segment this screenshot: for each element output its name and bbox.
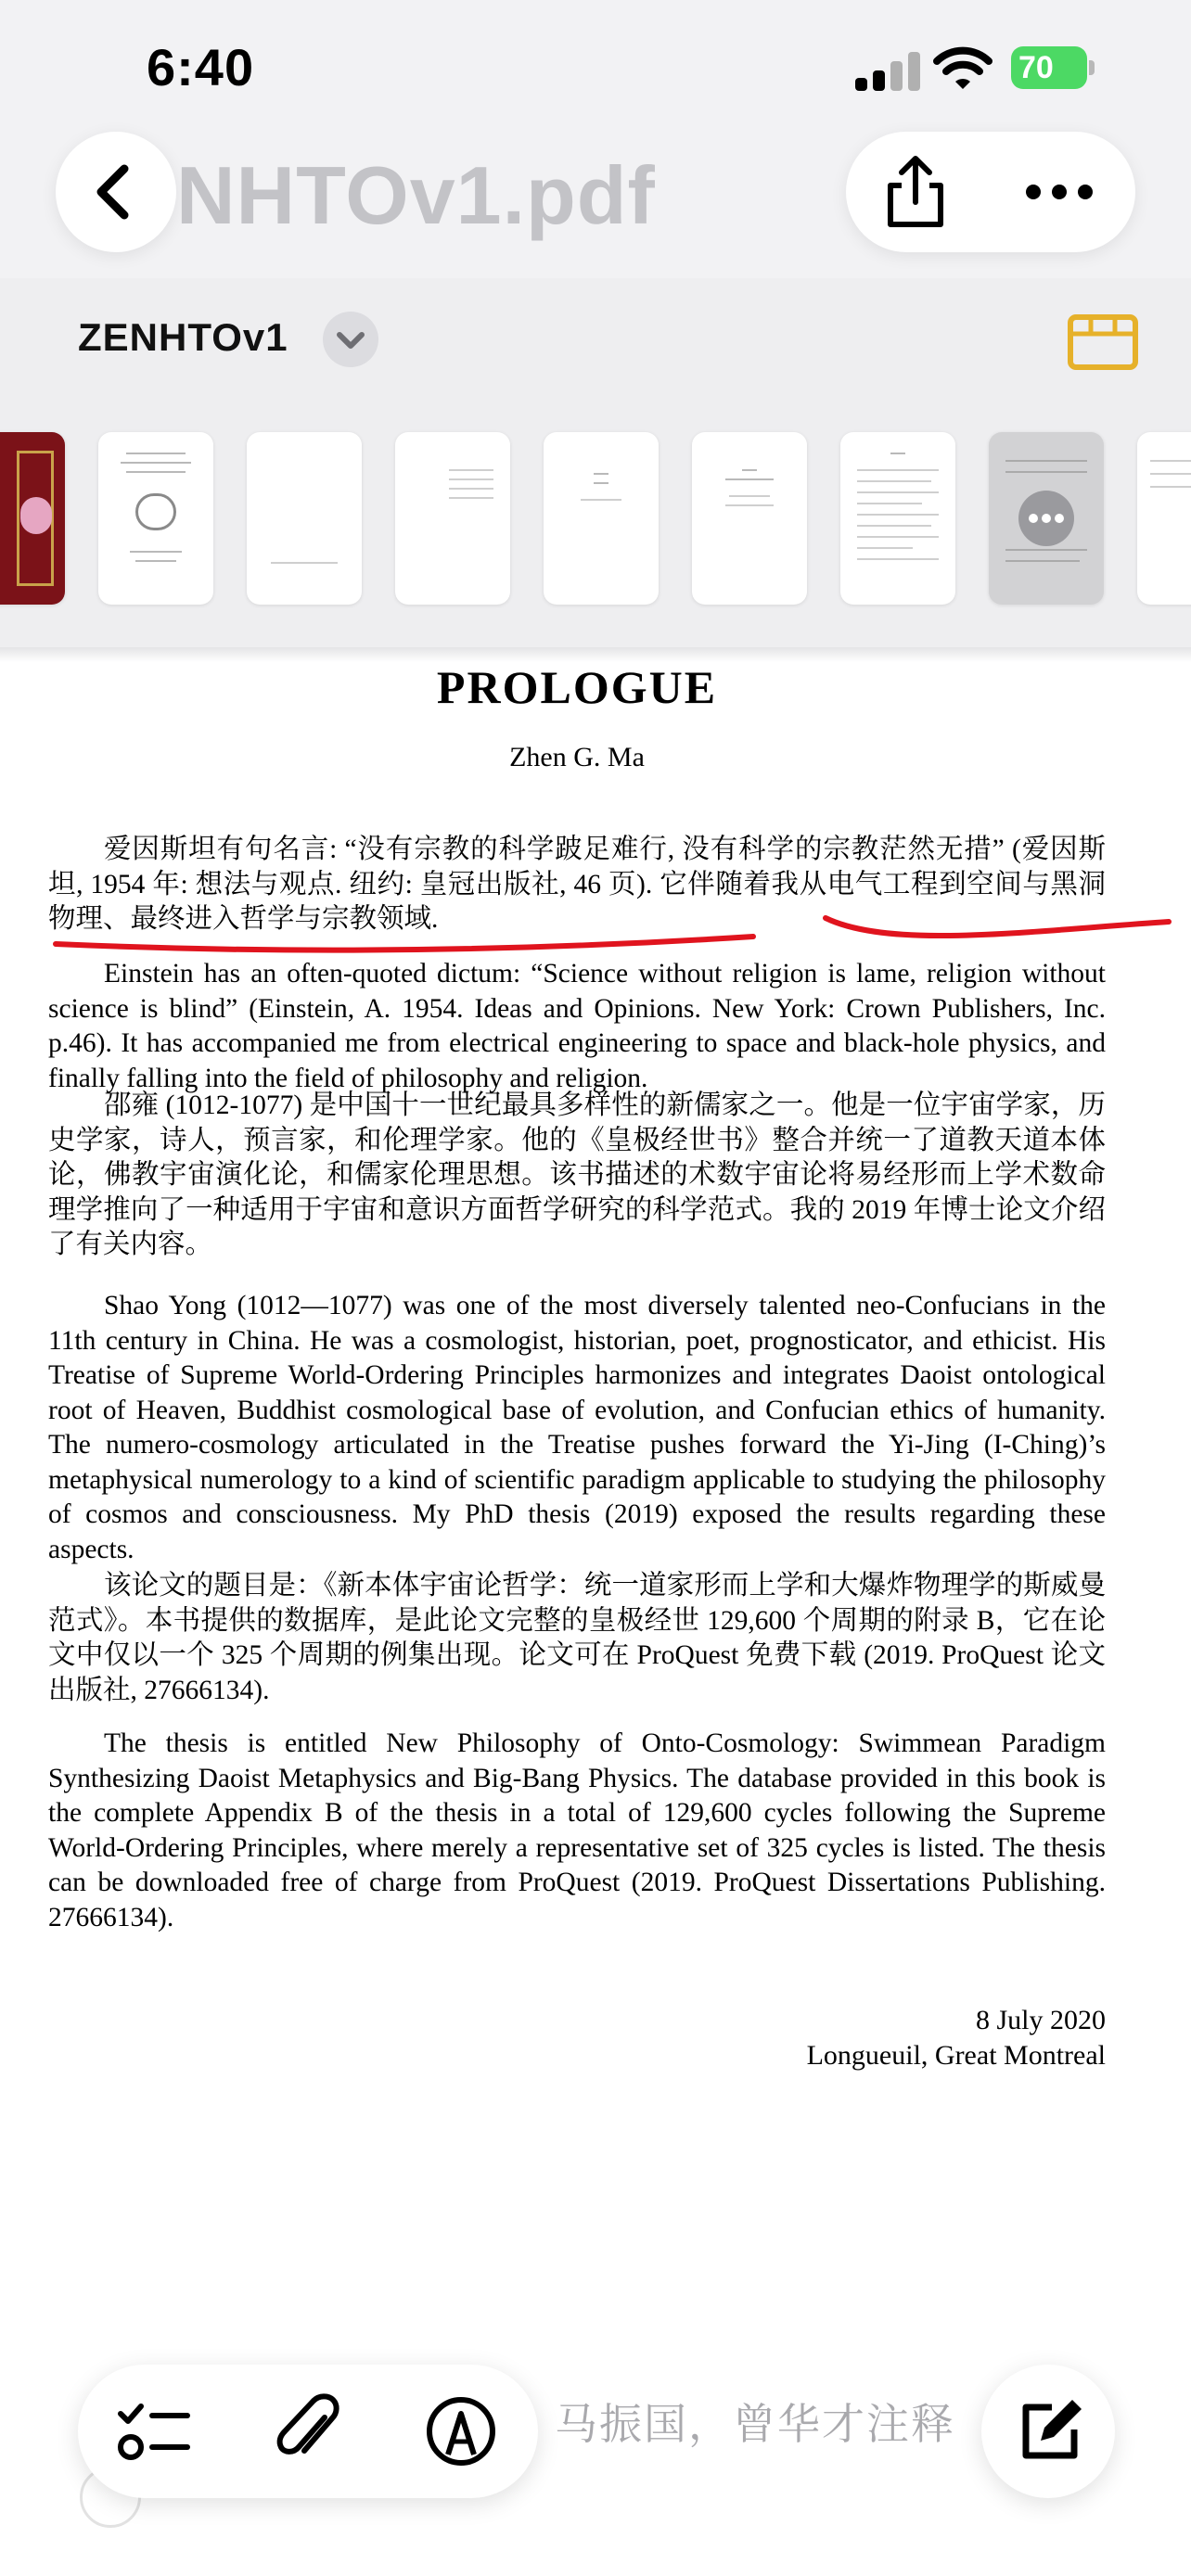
page-heading: PROLOGUE [436, 661, 718, 713]
page-thumbnail[interactable] [395, 432, 510, 605]
page-thumbnail[interactable] [1137, 432, 1191, 605]
page-thumbnail[interactable] [840, 432, 955, 605]
page-thumbnail-current[interactable] [989, 432, 1104, 605]
section-title[interactable]: ZENHTOv1 [78, 315, 288, 359]
chevron-down-icon [323, 312, 378, 367]
chevron-left-icon [56, 132, 176, 252]
page-thumbnail[interactable] [247, 432, 362, 605]
paragraph-chinese: 该论文的题目是：《新本体宇宙论哲学：统一道家形而上学和大爆炸物理学的斯威曼范式》。本书提供的数据库，是此论文完整的皇极经世 129,600 个周期的附录 B，它在论文中仅以一个 325 个周期的例集出现。论文可在 ProQuest 免费下载 (2019. ProQuest 论文出版社, 27666134). [48, 1571, 1106, 1705]
signature-place: Longueuil, Great Montreal [806, 2040, 1106, 2071]
page-grid-icon[interactable] [1067, 313, 1139, 371]
battery-level: 70 [1018, 50, 1054, 85]
paragraph-english: Shao Yong (1012—1077) was one of the most diversely talented neo-Confucians in the 11th century in China. He was a cosmologist, historian, poet, prognosticator, and ethicist. His Treatise of Supreme World-Ordering Principles harmonizes and integrates Daoist ontological root of Heaven, Buddhist cosmological base of evolution, and Confucian ethics of humanity. The numero-cosmology articulated in the Treatise pushes forward the Yi-Jing (I-Ching)’s metaphysical numerology to a kind of scientific paradigm applicable to studying the philosophy of cosmos and consciousness. My PhD thesis (2019) exposed the results regarding these aspects. [48, 1291, 1106, 1564]
page-thumbnail[interactable] [98, 432, 213, 605]
battery-icon [1011, 46, 1095, 89]
bottom-toolbar [78, 2365, 538, 2498]
signature-date: 8 July 2020 [975, 2005, 1106, 2035]
cellular-signal-icon [855, 48, 920, 91]
checklist-icon[interactable] [113, 2390, 197, 2473]
paragraph-chinese: 爱因斯坦有句名言: “没有宗教的科学跛足难行, 没有科学的宗教茫然无措” (爱因斯坦, 1954 年: 想法与观点. 纽约: 皇冠出版社, 46 页). 它伴随着我从电气工程到空间与黑洞物理、最终进入哲学与宗教领域. [48, 835, 1106, 934]
page-thumbnail[interactable] [544, 432, 659, 605]
ellipsis-circle-icon[interactable] [1017, 489, 1076, 548]
page-thumbnail[interactable] [0, 432, 65, 605]
paragraph-chinese: 邵雍 (1012-1077) 是中国十一世纪最具多样性的新儒家之一。他是一位宇宙学家，历史学家，诗人，预言家，和伦理学家。他的《皇极经世书》整合并统一了道教天道本体论，佛教宇宙演化论，和儒家伦理思想。该书描述的术数宇宙论将易经形而上学术数命理学推向了一种适用于宇宙和意识方面哲学研究的科学范式。我的 2019 年博士论文介绍了有关内容。 [48, 1090, 1106, 1259]
more-options-icon[interactable] [1013, 150, 1106, 234]
share-icon[interactable] [874, 150, 957, 234]
pdf-page [0, 660, 1191, 2422]
status-bar [0, 0, 1191, 130]
top-chrome [0, 0, 1191, 278]
paragraph-english: The thesis is entitled New Philosophy of Onto-Cosmology: Swimmean Paradigm Synthesizing Daoist Metaphysics and Big-Bang Physics. The database provided in this book is the complete Appendix B of the thesis in a total of 129,600 cycles following the Supreme World-Ordering Principles, where merely a representative set of 325 cycles is listed. The thesis can be downloaded free of charge from ProQuest (2019. ProQuest Dissertations Publishing. 27666134). [48, 1728, 1106, 1932]
action-pill [846, 132, 1135, 252]
wifi-icon [933, 45, 992, 91]
document-title[interactable]: NHTOv1.pdf [176, 149, 656, 241]
thumbnail-panel [0, 278, 1191, 658]
paperclip-icon[interactable] [267, 2390, 351, 2473]
status-time: 6:40 [147, 38, 255, 96]
thumbnail-strip [0, 432, 1191, 608]
compose-button[interactable] [981, 2365, 1115, 2498]
compose-icon [981, 2365, 1115, 2498]
page-thumbnail[interactable] [692, 432, 807, 605]
markup-pen-icon[interactable] [419, 2390, 503, 2473]
author-name: Zhen G. Ma [509, 742, 645, 772]
note-caption: 马振国，曾华才注释 [555, 2400, 955, 2448]
paragraph-english: Einstein has an often-quoted dictum: “Science without religion is lame, religion without science is blind” (Einstein, A. 1954. Ideas and Opinions. New York: Crown Publishers, Inc. p.46). It has accompanied me from electrical engineering to space and black-hole physics, and finally falling into the field of philosophy and religion. [48, 959, 1106, 1093]
section-dropdown-button[interactable] [323, 312, 378, 367]
back-button[interactable] [56, 132, 176, 252]
navigation-bar [0, 130, 1191, 278]
